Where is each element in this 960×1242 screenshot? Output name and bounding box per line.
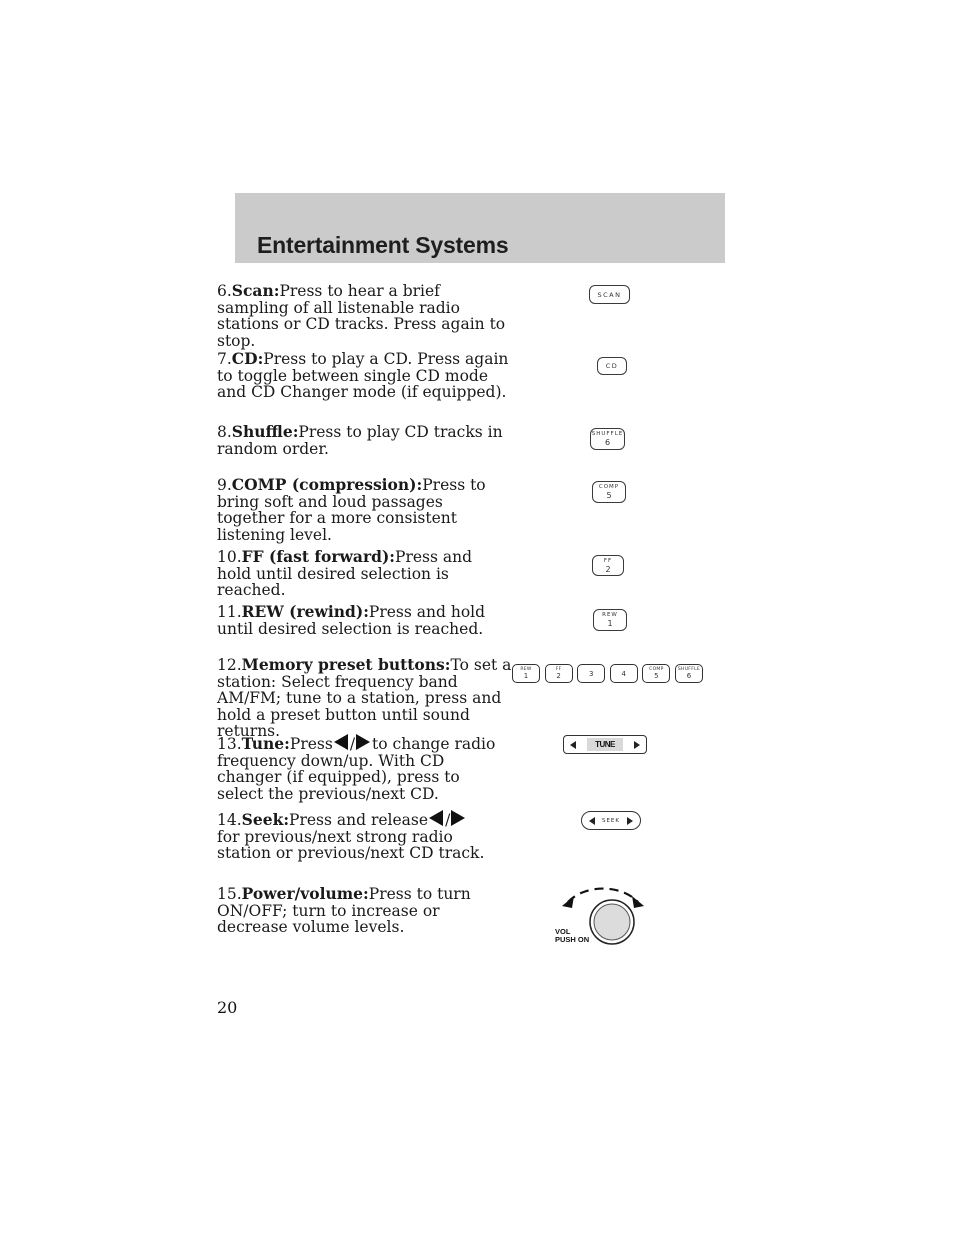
entry-description: Press to turn ON/OFF; turn to increase or decrease volume levels. [217, 885, 471, 936]
entry-description: Press to hear a brief sampling of all listenable radio stations or CD tracks. Press again to stop. [217, 282, 506, 350]
scan-button-label: SCAN [597, 290, 622, 299]
preset-number: 5 [654, 672, 659, 680]
preset-button-6[interactable] [675, 664, 703, 683]
preset-button-2[interactable] [545, 664, 573, 683]
preset-number: 3 [588, 669, 594, 678]
seek-control[interactable] [581, 811, 641, 830]
shuffle-button-caption: SHUFFLE [591, 431, 624, 437]
volume-label-line1: VOL [555, 927, 571, 936]
cd-button[interactable] [597, 357, 627, 375]
entry-description: Press and hold until desired selection is reached. [217, 603, 486, 638]
tune-up-icon[interactable] [634, 741, 640, 749]
preset-number: 1 [523, 672, 529, 680]
right-arrow-icon [451, 810, 465, 826]
entry-number: 15. [217, 885, 242, 903]
entry-shuffle [217, 424, 509, 457]
section-title: Entertainment Systems [257, 232, 509, 258]
entry-cd [217, 351, 509, 401]
seek-previous-icon[interactable] [589, 817, 595, 825]
tune-label: TUNE [587, 738, 623, 751]
entry-description: Press to bring soft and loud passages together for a more consistent listening level. [217, 476, 486, 544]
preset-caption: SHUFFLE [677, 667, 701, 672]
cd-button-label: CD [605, 362, 619, 370]
volume-knob[interactable] [556, 884, 650, 958]
preset-caption: COMP [649, 667, 664, 672]
entry-description-before: Press and release [289, 811, 429, 829]
seek-next-icon[interactable] [627, 817, 633, 825]
entry-number: 9. [217, 476, 232, 494]
entry-number: 14. [217, 811, 242, 829]
comp-button-caption: COMP [598, 484, 620, 490]
entry-number: 10. [217, 548, 242, 566]
rew-button-caption: REW [602, 612, 618, 618]
left-arrow-icon [429, 810, 443, 826]
entry-number: 11. [217, 603, 242, 621]
entry-number: 6. [217, 282, 232, 300]
comp-button[interactable] [592, 481, 626, 503]
entry-description: To set a station: Select frequency band AM/FM; tune to a station, press and hold a preset button until sound returns. [217, 656, 512, 740]
slash: / [445, 811, 451, 829]
entry-description: Press to play a CD. Press again to toggle between single CD mode and CD Changer mode (if equipped). [217, 350, 509, 401]
entry-description: Press and hold until desired selection is reached. [217, 548, 473, 599]
entry-ff [217, 549, 509, 599]
entry-term: Tune: [241, 734, 290, 753]
entry-memory-presets [217, 657, 517, 740]
rotate-left-arrow-icon [562, 896, 574, 908]
shuffle-button[interactable] [590, 428, 625, 450]
entry-number: 8. [217, 423, 232, 441]
entry-term: Shuffle: [231, 422, 299, 441]
left-arrow-icon [334, 734, 348, 750]
shuffle-button-number: 6 [604, 438, 611, 447]
entry-term: CD: [231, 349, 264, 368]
entry-description-after: for previous/next strong radio station or previous/next CD track. [217, 827, 485, 862]
entry-scan [217, 283, 509, 349]
entry-comp [217, 477, 509, 543]
ff-button[interactable] [592, 555, 624, 576]
seek-label: SEEK [601, 817, 621, 824]
preset-caption: REW [520, 667, 532, 672]
rew-button[interactable] [593, 609, 627, 631]
volume-label-line2: PUSH ON [555, 934, 590, 944]
entry-term: Memory preset buttons: [241, 655, 451, 674]
slash: / [349, 735, 356, 753]
entry-term: COMP (compression): [231, 475, 423, 494]
rotation-arc-icon [568, 889, 638, 902]
entry-term: Scan: [231, 281, 280, 300]
ff-button-caption: FF [603, 557, 613, 564]
ff-button-number: 2 [605, 564, 611, 574]
entry-description-after: to change radio frequency down/up. With CD changer (if equipped), press to select the previous/next CD. [217, 735, 496, 803]
preset-number: 4 [621, 669, 627, 678]
preset-button-4[interactable] [610, 664, 638, 683]
tune-control[interactable] [563, 735, 647, 754]
entry-number: 7. [217, 350, 232, 368]
entry-rew [217, 604, 509, 637]
preset-button-3[interactable] [577, 664, 605, 683]
entry-description-before: Press [289, 735, 333, 753]
comp-button-number: 5 [606, 491, 612, 500]
entry-number: 13. [217, 735, 242, 753]
entry-term: FF (fast forward): [241, 547, 396, 566]
entry-tune [217, 734, 509, 802]
page-number: 20 [217, 998, 238, 1017]
rew-button-number: 1 [607, 619, 613, 628]
entry-term: REW (rewind): [241, 602, 369, 621]
preset-caption: FF [555, 667, 562, 672]
entry-term: Power/volume: [241, 884, 369, 903]
preset-buttons-row [512, 664, 703, 684]
entry-seek [217, 810, 487, 862]
right-arrow-icon [356, 734, 370, 750]
preset-number: 2 [556, 672, 561, 680]
volume-label [555, 928, 589, 943]
preset-button-1[interactable] [512, 664, 540, 683]
knob-face [594, 904, 630, 940]
entry-description: Press to play CD tracks in random order. [217, 423, 503, 458]
tune-down-icon[interactable] [570, 741, 576, 749]
scan-button[interactable] [589, 285, 630, 304]
preset-button-5[interactable] [642, 664, 670, 683]
rotate-right-arrow-icon [632, 896, 644, 908]
entry-number: 12. [217, 656, 242, 674]
preset-number: 6 [686, 672, 692, 680]
section-header [235, 193, 725, 263]
entry-term: Seek: [241, 810, 290, 829]
entry-power-volume [217, 886, 509, 936]
